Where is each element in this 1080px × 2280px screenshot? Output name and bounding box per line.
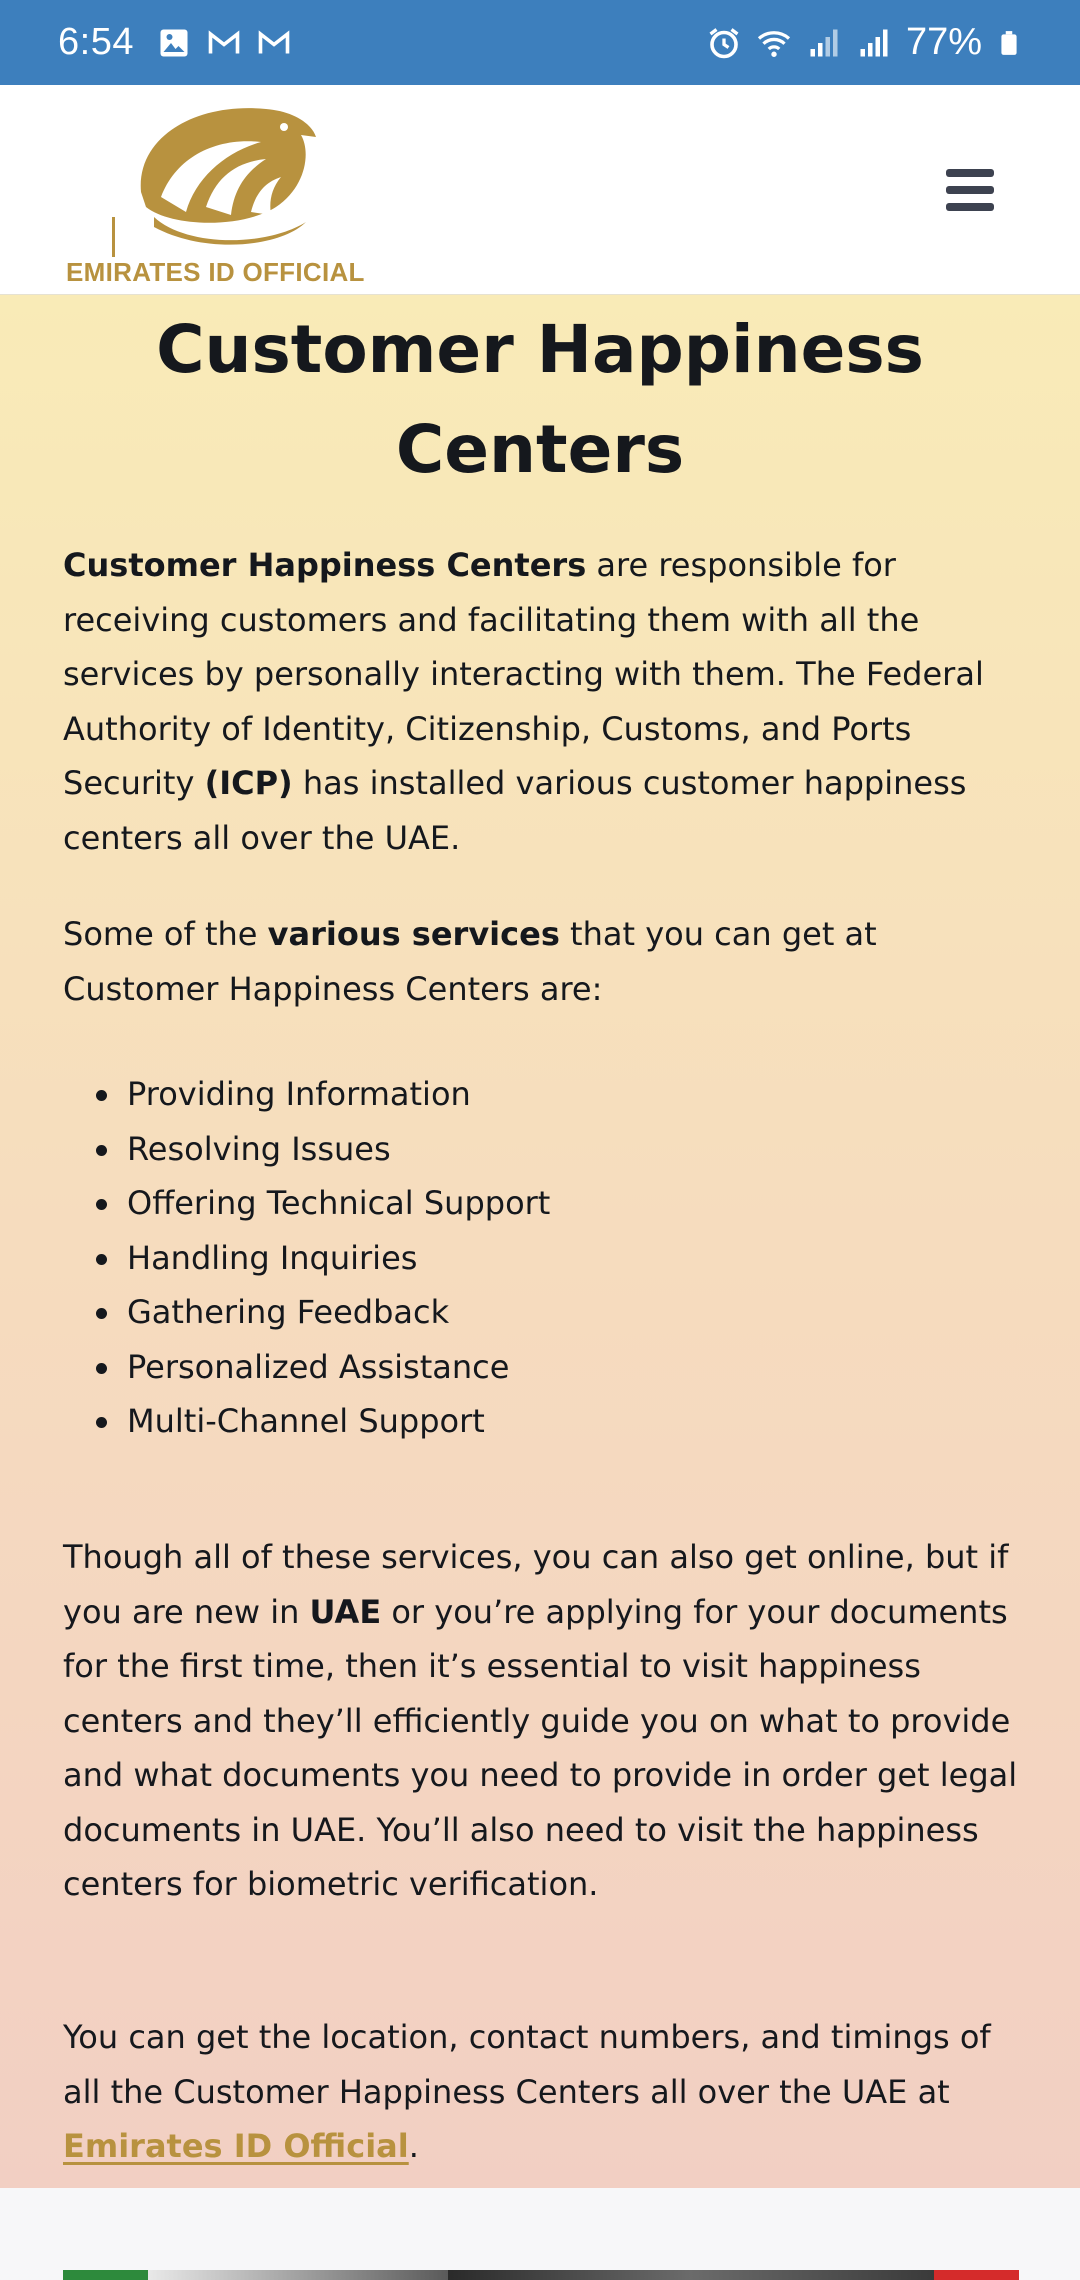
gmail-icon bbox=[206, 25, 242, 61]
uae-flag-image bbox=[63, 2270, 1019, 2280]
site-header bbox=[0, 85, 1080, 295]
list-item: Offering Technical Support bbox=[63, 1176, 963, 1231]
hamburger-menu-icon[interactable] bbox=[946, 169, 994, 211]
flag-green-stripe bbox=[63, 2270, 148, 2280]
bold-text: various services bbox=[267, 915, 560, 953]
menu-bar bbox=[946, 186, 994, 194]
status-time: 6:54 bbox=[58, 21, 134, 63]
emirates-id-official-link[interactable]: Emirates ID Official bbox=[63, 2127, 409, 2165]
list-item: Gathering Feedback bbox=[63, 1285, 963, 1340]
notification-icons bbox=[156, 25, 292, 61]
paragraph-text: that you can get at Customer Happiness Centers are: bbox=[63, 915, 877, 1008]
paragraph-text: Some of the bbox=[63, 915, 268, 953]
gmail-icon bbox=[256, 25, 292, 61]
paragraph-text: has installed various customer happiness centers all over the UAE. bbox=[63, 764, 967, 857]
list-item: Handling Inquiries bbox=[63, 1231, 963, 1286]
list-item: Multi-Channel Support bbox=[63, 1394, 963, 1449]
location-paragraph bbox=[63, 2010, 1023, 2174]
flag-red-stripe bbox=[934, 2270, 1019, 2280]
online-services-paragraph bbox=[63, 1530, 1023, 1912]
system-icons bbox=[706, 21, 1022, 64]
wifi-icon bbox=[756, 25, 792, 61]
logo-text: EMIRATES ID OFFICIAL bbox=[66, 257, 365, 287]
paragraph-text: You can get the location, contact numbers, and timings of all the Customer Happiness Centers all over the UAE at bbox=[63, 2018, 991, 2111]
paragraph-text: . bbox=[408, 2127, 419, 2165]
status-bar bbox=[0, 0, 1080, 85]
site-logo[interactable] bbox=[66, 97, 386, 287]
intro-paragraph bbox=[63, 538, 1023, 865]
flag-dark-stripe bbox=[448, 2270, 934, 2280]
bold-text: (ICP) bbox=[204, 764, 293, 802]
image-icon bbox=[156, 25, 192, 61]
services-intro-paragraph bbox=[63, 907, 1023, 1016]
page-footer-area bbox=[0, 2188, 1080, 2280]
paragraph-text: Though all of these services, you can also get online, but if you are new in bbox=[63, 1538, 1009, 1631]
menu-bar bbox=[946, 203, 994, 211]
list-item: Personalized Assistance bbox=[63, 1340, 963, 1395]
list-item: Resolving Issues bbox=[63, 1122, 963, 1177]
menu-bar bbox=[946, 169, 994, 177]
list-item: Providing Information bbox=[63, 1067, 963, 1122]
battery-percent: 77% bbox=[905, 21, 982, 63]
bold-text: Customer Happiness Centers bbox=[63, 546, 587, 584]
flag-white-stripe bbox=[148, 2270, 448, 2280]
eagle-logo-icon bbox=[66, 97, 386, 257]
battery-icon bbox=[996, 25, 1022, 61]
services-list bbox=[63, 1067, 963, 1449]
alarm-icon bbox=[706, 25, 742, 61]
signal-icon bbox=[856, 25, 892, 61]
signal-icon bbox=[806, 25, 842, 61]
page-title: Customer Happiness Centers bbox=[156, 311, 924, 488]
paragraph-text: are responsible for receiving customers and facilitating them with all the services by personally interacting with them. The Federal Authority of Identity, Citizenship, Customs, and Ports Security bbox=[63, 546, 984, 802]
main-content bbox=[0, 295, 1080, 2188]
paragraph-text: or you’re applying for your documents for the first time, then it’s essential to visit happiness centers and they’ll efficiently guide you on what to provide and what documents you need to provide in order get legal documents in UAE. You’ll also need to visit the happiness centers for biometric verification. bbox=[63, 1592, 1018, 1903]
bold-text: UAE bbox=[309, 1592, 382, 1631]
